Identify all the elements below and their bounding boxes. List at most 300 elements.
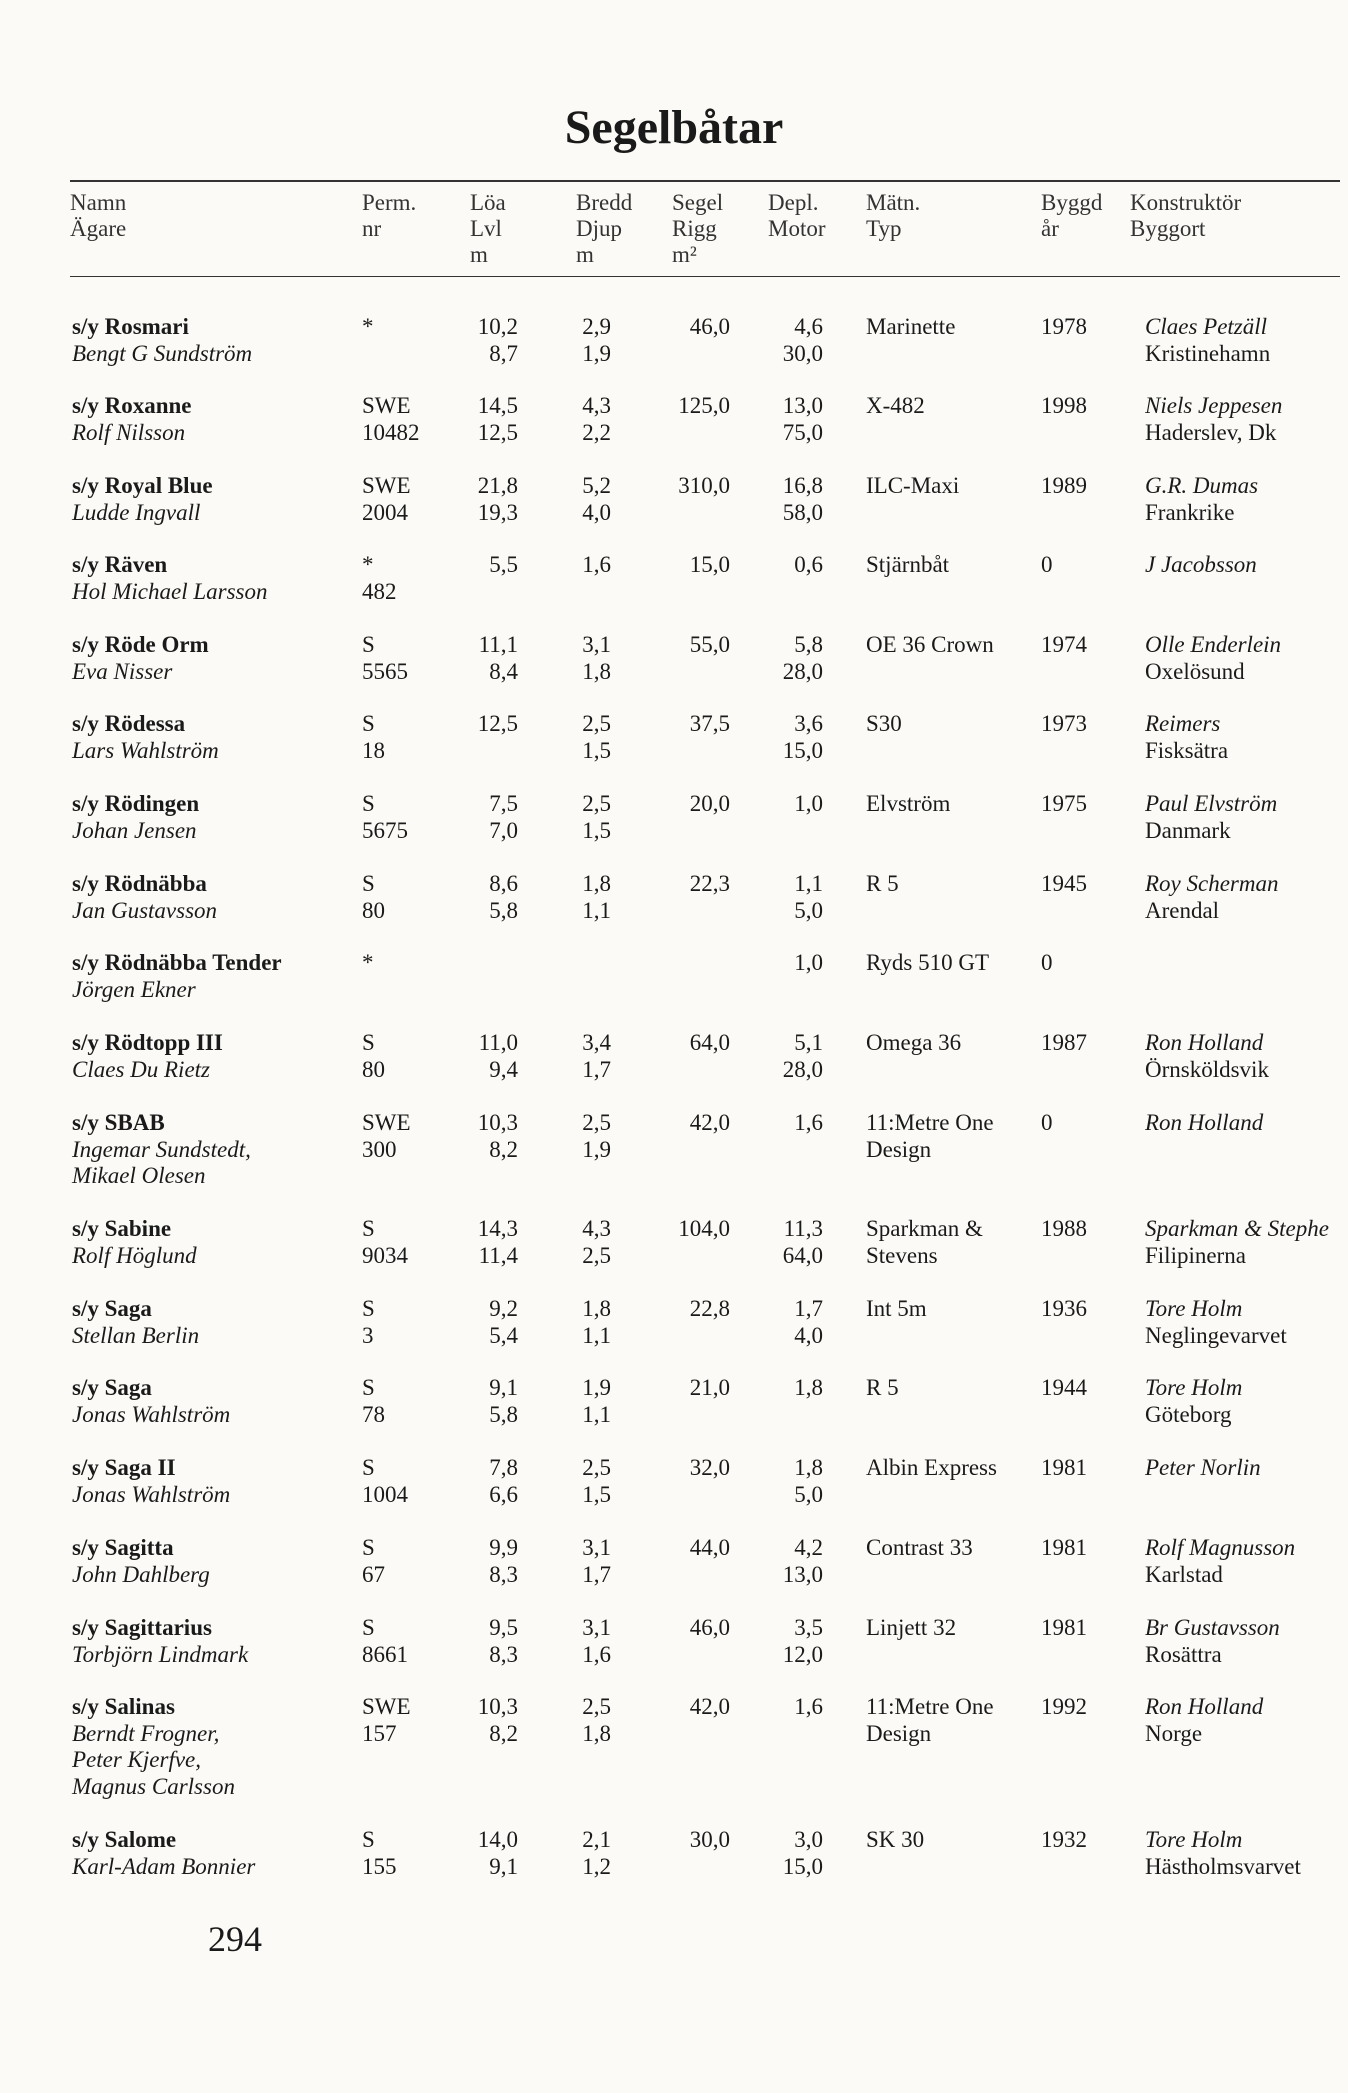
depl bbox=[740, 1216, 823, 1269]
designer-column bbox=[1145, 1694, 1348, 1747]
segel bbox=[640, 1030, 730, 1057]
boat-name-column bbox=[72, 1375, 230, 1428]
boat-name-column bbox=[72, 632, 209, 685]
perm-code: S bbox=[362, 1216, 375, 1241]
boat-name: s/y Sagitta bbox=[72, 1535, 174, 1560]
perm-code: * bbox=[362, 314, 374, 339]
designer-name: Ron Holland bbox=[1145, 1030, 1264, 1055]
segel bbox=[640, 1110, 730, 1137]
perm-number: 9034 bbox=[362, 1242, 408, 1268]
depl-value: 1,6 bbox=[794, 1110, 823, 1135]
year-column bbox=[1041, 791, 1087, 818]
typ-column bbox=[866, 1030, 961, 1057]
header-konstruktor: Konstruktör Byggort bbox=[1130, 190, 1242, 241]
bredd-value: 2,9 bbox=[582, 314, 611, 339]
perm-column bbox=[362, 871, 385, 924]
bredd-value: 3,1 bbox=[582, 1615, 611, 1640]
build-year: 1975 bbox=[1041, 791, 1087, 816]
designer-name: J Jacobsson bbox=[1145, 552, 1257, 577]
loa-value: 8,2 bbox=[489, 1720, 518, 1746]
depl-value: 15,0 bbox=[782, 737, 823, 763]
build-year: 1981 bbox=[1041, 1615, 1087, 1640]
depl-value: 5,0 bbox=[794, 1481, 823, 1507]
year-column bbox=[1041, 871, 1087, 898]
boat-type: ILC-Maxi bbox=[866, 473, 960, 498]
loa bbox=[440, 711, 518, 738]
boat-owner: Jonas Wahlström bbox=[72, 1481, 231, 1507]
perm-number: 80 bbox=[362, 1056, 385, 1082]
loa-value: 5,8 bbox=[489, 1401, 518, 1427]
build-place: Frankrike bbox=[1145, 499, 1235, 525]
boat-name-column bbox=[72, 1216, 197, 1269]
boat-name: s/y SBAB bbox=[72, 1110, 165, 1135]
loa bbox=[440, 1535, 518, 1588]
perm-column bbox=[362, 1535, 385, 1588]
bredd-value: 1,8 bbox=[582, 871, 611, 896]
perm-column bbox=[362, 552, 397, 605]
bredd-value: 1,8 bbox=[582, 658, 611, 684]
build-year: 1944 bbox=[1041, 1375, 1087, 1400]
perm-code: SWE bbox=[362, 1110, 411, 1135]
typ-column bbox=[866, 1110, 994, 1163]
perm-code: * bbox=[362, 552, 374, 577]
loa-value: 8,3 bbox=[489, 1641, 518, 1667]
segel bbox=[640, 1375, 730, 1402]
bredd-value: 1,8 bbox=[582, 1720, 611, 1746]
depl-value: 75,0 bbox=[782, 419, 823, 445]
boat-name: s/y Rödessa bbox=[72, 711, 186, 736]
depl-value: 1,6 bbox=[794, 1694, 823, 1719]
depl bbox=[740, 1375, 823, 1402]
boat-name: s/y Röde Orm bbox=[72, 632, 209, 657]
typ-column bbox=[866, 950, 989, 977]
bredd bbox=[540, 1110, 611, 1163]
depl-value: 1,0 bbox=[794, 791, 823, 816]
header-perm: Perm. nr bbox=[362, 190, 417, 241]
loa bbox=[440, 1030, 518, 1083]
depl-value: 3,5 bbox=[794, 1615, 823, 1640]
depl-value: 3,6 bbox=[794, 711, 823, 736]
perm-column bbox=[362, 1296, 375, 1349]
boat-owner: Torbjörn Lindmark bbox=[72, 1641, 249, 1667]
loa bbox=[440, 314, 518, 367]
designer-name: Ron Holland bbox=[1145, 1694, 1264, 1719]
page-number: 294 bbox=[208, 1919, 262, 1959]
boat-type: R 5 bbox=[866, 871, 899, 896]
bredd-value: 1,1 bbox=[582, 897, 611, 923]
designer-name: Paul Elvström bbox=[1145, 791, 1278, 816]
depl-value: 16,8 bbox=[782, 473, 823, 498]
perm-column bbox=[362, 393, 420, 446]
loa bbox=[440, 1216, 518, 1269]
boat-type: Marinette bbox=[866, 314, 956, 339]
loa bbox=[440, 1375, 518, 1428]
loa-value: 11,4 bbox=[478, 1242, 518, 1268]
build-year: 1989 bbox=[1041, 473, 1087, 498]
boat-name-column bbox=[72, 950, 282, 1003]
bredd-value: 4,0 bbox=[582, 499, 611, 525]
depl bbox=[740, 871, 823, 924]
build-place: Göteborg bbox=[1145, 1401, 1232, 1427]
header-depl: Depl. Motor bbox=[768, 190, 826, 241]
perm-column bbox=[362, 314, 374, 341]
boat-owner: Rolf Höglund bbox=[72, 1242, 197, 1268]
bredd-value: 1,7 bbox=[582, 1561, 611, 1587]
bredd-value: 1,9 bbox=[582, 340, 611, 366]
segel-value: 20,0 bbox=[689, 791, 730, 816]
depl-value: 5,1 bbox=[794, 1030, 823, 1055]
build-place: Neglingevarvet bbox=[1145, 1322, 1287, 1348]
build-year: 1932 bbox=[1041, 1827, 1087, 1852]
depl-value: 4,2 bbox=[794, 1535, 823, 1560]
depl bbox=[740, 711, 823, 764]
bredd bbox=[540, 632, 611, 685]
designer-column bbox=[1145, 1455, 1348, 1482]
boat-owner: Magnus Carlsson bbox=[72, 1773, 235, 1799]
boat-type: Design bbox=[866, 1136, 932, 1162]
segel bbox=[640, 393, 730, 420]
loa-value: 10,3 bbox=[477, 1694, 518, 1719]
designer-name: Ron Holland bbox=[1145, 1110, 1264, 1135]
depl bbox=[740, 791, 823, 818]
depl-value: 4,0 bbox=[794, 1322, 823, 1348]
build-place: Haderslev, Dk bbox=[1145, 419, 1277, 445]
boat-type: Stjärnbåt bbox=[866, 552, 950, 577]
year-column bbox=[1041, 1030, 1087, 1057]
year-column bbox=[1041, 711, 1087, 738]
header-byggd: Byggd år bbox=[1041, 190, 1103, 241]
perm-column bbox=[362, 632, 408, 685]
boat-owner: Johan Jensen bbox=[72, 817, 197, 843]
boat-type: Elvström bbox=[866, 791, 951, 816]
depl-value: 28,0 bbox=[782, 1056, 823, 1082]
boat-type: X-482 bbox=[866, 393, 925, 418]
perm-number: 5565 bbox=[362, 658, 408, 684]
boat-owner: Berndt Frogner, bbox=[72, 1720, 220, 1746]
loa-value: 9,1 bbox=[489, 1853, 518, 1879]
boat-type: Albin Express bbox=[866, 1455, 997, 1480]
segel-value: 37,5 bbox=[689, 711, 730, 736]
boat-name: s/y Salinas bbox=[72, 1694, 175, 1719]
perm-number: 8661 bbox=[362, 1641, 408, 1667]
depl bbox=[740, 1827, 823, 1880]
depl-value: 13,0 bbox=[782, 393, 823, 418]
designer-column bbox=[1145, 1615, 1348, 1668]
boat-type: Ryds 510 GT bbox=[866, 950, 990, 975]
typ-column bbox=[866, 314, 955, 341]
designer-column bbox=[1145, 791, 1348, 844]
depl-value: 12,0 bbox=[782, 1641, 823, 1667]
boat-type: OE 36 Crown bbox=[866, 632, 994, 657]
designer-name: Olle Enderlein bbox=[1145, 632, 1282, 657]
bredd-value: 5,2 bbox=[582, 473, 611, 498]
page-title: Segelbåtar bbox=[564, 101, 784, 154]
segel-value: 64,0 bbox=[689, 1030, 730, 1055]
designer-column bbox=[1145, 632, 1348, 685]
build-place: Hästholmsvarvet bbox=[1145, 1853, 1301, 1879]
perm-number: 18 bbox=[362, 737, 385, 763]
boat-name: s/y Saga bbox=[72, 1296, 152, 1321]
typ-column bbox=[866, 1375, 899, 1402]
bredd bbox=[540, 473, 611, 526]
perm-column bbox=[362, 1030, 385, 1083]
year-column bbox=[1041, 393, 1087, 420]
year-column bbox=[1041, 1110, 1053, 1137]
loa-value: 12,5 bbox=[477, 419, 518, 445]
perm-code: S bbox=[362, 1827, 375, 1852]
header-matn: Mätn. Typ bbox=[866, 190, 921, 241]
depl bbox=[740, 1455, 823, 1508]
perm-number: 78 bbox=[362, 1401, 385, 1427]
header-namn: Namn Ägare bbox=[70, 190, 127, 241]
perm-column bbox=[362, 1615, 408, 1668]
boat-type: 11:Metre One bbox=[866, 1694, 994, 1719]
depl bbox=[740, 314, 823, 367]
boat-name: s/y Rödtopp III bbox=[72, 1030, 223, 1055]
bredd-value: 1,6 bbox=[582, 1641, 611, 1667]
loa bbox=[440, 1296, 518, 1349]
depl-value: 11,3 bbox=[783, 1216, 823, 1241]
boat-name: s/y Salome bbox=[72, 1827, 177, 1852]
header-bredd: Bredd Djup m bbox=[576, 190, 633, 267]
designer-column bbox=[1145, 1216, 1348, 1269]
boat-name-column bbox=[72, 1030, 223, 1083]
bredd bbox=[540, 1535, 611, 1588]
typ-column bbox=[866, 393, 925, 420]
boat-name-column bbox=[72, 1694, 235, 1800]
boat-owner: Ingemar Sundstedt, bbox=[72, 1136, 251, 1162]
perm-column bbox=[362, 1110, 411, 1163]
designer-column bbox=[1145, 711, 1348, 764]
bredd-value: 2,5 bbox=[582, 1694, 611, 1719]
depl-value: 28,0 bbox=[782, 658, 823, 684]
header-segel: Segel Rigg m² bbox=[672, 190, 724, 267]
loa-value: 5,4 bbox=[489, 1322, 518, 1348]
loa-value: 14,3 bbox=[477, 1216, 518, 1241]
perm-code: S bbox=[362, 1535, 375, 1560]
boat-name-column bbox=[72, 1110, 251, 1190]
bredd-value: 1,5 bbox=[582, 737, 611, 763]
segel bbox=[640, 1694, 730, 1721]
loa-value: 8,3 bbox=[489, 1561, 518, 1587]
bredd-value: 1,2 bbox=[582, 1853, 611, 1879]
perm-code: S bbox=[362, 711, 375, 736]
boat-name-column bbox=[72, 473, 213, 526]
boat-name-column bbox=[72, 314, 252, 367]
boat-name: s/y Rödnäbba bbox=[72, 871, 207, 896]
depl bbox=[740, 950, 823, 977]
segel-value: 30,0 bbox=[689, 1827, 730, 1852]
build-year: 1987 bbox=[1041, 1030, 1087, 1055]
depl bbox=[740, 393, 823, 446]
boat-name-column bbox=[72, 1296, 199, 1349]
loa-value: 11,0 bbox=[478, 1030, 518, 1055]
loa-value: 14,0 bbox=[477, 1827, 518, 1852]
designer-column bbox=[1145, 1535, 1348, 1588]
segel-value: 55,0 bbox=[689, 632, 730, 657]
boat-owner: Stellan Berlin bbox=[72, 1322, 200, 1348]
typ-column bbox=[866, 1615, 956, 1642]
bredd bbox=[540, 314, 611, 367]
build-year: 1981 bbox=[1041, 1535, 1087, 1560]
segel-value: 42,0 bbox=[689, 1694, 730, 1719]
loa-value: 10,2 bbox=[477, 314, 518, 339]
loa bbox=[440, 1827, 518, 1880]
build-year: 1988 bbox=[1041, 1216, 1087, 1241]
boat-type: Contrast 33 bbox=[866, 1535, 973, 1560]
bredd-value: 4,3 bbox=[582, 1216, 611, 1241]
loa-value: 8,7 bbox=[489, 340, 518, 366]
build-year: 0 bbox=[1041, 950, 1053, 975]
bredd-value: 2,5 bbox=[582, 1110, 611, 1135]
designer-column bbox=[1145, 1827, 1348, 1880]
build-year: 0 bbox=[1041, 552, 1053, 577]
perm-code: SWE bbox=[362, 1694, 411, 1719]
year-column bbox=[1041, 1375, 1087, 1402]
segel bbox=[640, 1827, 730, 1854]
boat-owner: Karl-Adam Bonnier bbox=[72, 1853, 256, 1879]
bredd-value: 2,5 bbox=[582, 1455, 611, 1480]
boat-owner: John Dahlberg bbox=[72, 1561, 210, 1587]
loa-value: 9,4 bbox=[489, 1056, 518, 1082]
perm-column bbox=[362, 1694, 411, 1747]
designer-name: Roy Scherman bbox=[1145, 871, 1279, 896]
perm-number: 2004 bbox=[362, 499, 408, 525]
boat-type: SK 30 bbox=[866, 1827, 925, 1852]
segel-value: 44,0 bbox=[689, 1535, 730, 1560]
typ-column bbox=[866, 871, 899, 898]
boat-owner: Jonas Wahlström bbox=[72, 1401, 231, 1427]
typ-column bbox=[866, 1827, 924, 1854]
year-column bbox=[1041, 632, 1087, 659]
build-year: 1992 bbox=[1041, 1694, 1087, 1719]
segel bbox=[640, 711, 730, 738]
segel-value: 46,0 bbox=[689, 314, 730, 339]
build-place: Arendal bbox=[1145, 897, 1220, 923]
boat-name: s/y Sagittarius bbox=[72, 1615, 212, 1640]
loa-value: 5,5 bbox=[489, 552, 518, 577]
loa-value: 6,6 bbox=[489, 1481, 518, 1507]
typ-column bbox=[866, 1455, 997, 1482]
boat-name-column bbox=[72, 393, 192, 446]
boat-name-column bbox=[72, 871, 217, 924]
depl bbox=[740, 1030, 823, 1083]
year-column bbox=[1041, 314, 1087, 341]
designer-name: Peter Norlin bbox=[1145, 1455, 1261, 1480]
boat-type: 11:Metre One bbox=[866, 1110, 994, 1135]
depl-value: 4,6 bbox=[794, 314, 823, 339]
designer-name: Tore Holm bbox=[1145, 1375, 1243, 1400]
depl-value: 1,8 bbox=[794, 1375, 823, 1400]
loa bbox=[440, 552, 518, 579]
segel bbox=[640, 1535, 730, 1562]
perm-column bbox=[362, 1216, 408, 1269]
bredd bbox=[540, 1615, 611, 1668]
bredd-value: 2,5 bbox=[582, 1242, 611, 1268]
depl-value: 58,0 bbox=[782, 499, 823, 525]
segel-value: 21,0 bbox=[689, 1375, 730, 1400]
boat-type: Omega 36 bbox=[866, 1030, 962, 1055]
boat-name: s/y Rödnäbba Tender bbox=[72, 950, 282, 975]
boat-name: s/y Saga II bbox=[72, 1455, 176, 1480]
build-place: Örnsköldsvik bbox=[1145, 1056, 1269, 1082]
depl-value: 5,0 bbox=[794, 897, 823, 923]
segel-value: 46,0 bbox=[689, 1615, 730, 1640]
boat-name: s/y Räven bbox=[72, 552, 168, 577]
depl bbox=[740, 1615, 823, 1668]
designer-column bbox=[1145, 393, 1348, 446]
bredd bbox=[540, 1375, 611, 1428]
depl bbox=[740, 1296, 823, 1349]
build-place: Karlstad bbox=[1145, 1561, 1223, 1587]
boat-name-column bbox=[72, 1455, 230, 1508]
designer-column bbox=[1145, 871, 1348, 924]
build-place: Filipinerna bbox=[1145, 1242, 1246, 1268]
segel-value: 22,8 bbox=[689, 1296, 730, 1321]
loa-value: 7,5 bbox=[489, 791, 518, 816]
perm-number: 3 bbox=[362, 1322, 374, 1348]
boat-name-column bbox=[72, 1615, 248, 1668]
boat-owner: Bengt G Sundström bbox=[72, 340, 253, 366]
loa-value: 8,4 bbox=[489, 658, 518, 684]
typ-column bbox=[866, 1216, 983, 1269]
boat-type: Stevens bbox=[866, 1242, 938, 1268]
bredd-value: 1,7 bbox=[582, 1056, 611, 1082]
boat-name-column bbox=[72, 1827, 255, 1880]
designer-name: Sparkman & Stephe bbox=[1145, 1216, 1329, 1241]
year-column bbox=[1041, 1216, 1087, 1243]
year-column bbox=[1041, 1615, 1087, 1642]
boat-name: s/y Roxanne bbox=[72, 393, 192, 418]
depl-value: 0,6 bbox=[794, 552, 823, 577]
perm-code: SWE bbox=[362, 393, 411, 418]
loa-value: 9,9 bbox=[489, 1535, 518, 1560]
designer-column bbox=[1145, 1110, 1348, 1137]
perm-number: 67 bbox=[362, 1561, 385, 1587]
loa bbox=[440, 393, 518, 446]
loa-value: 8,2 bbox=[489, 1136, 518, 1162]
build-place: Kristinehamn bbox=[1145, 340, 1271, 366]
designer-name: Niels Jeppesen bbox=[1145, 393, 1283, 418]
boat-owner: Ludde Ingvall bbox=[72, 499, 201, 525]
loa bbox=[440, 473, 518, 526]
perm-number: 10482 bbox=[362, 419, 420, 445]
boat-type: Linjett 32 bbox=[866, 1615, 957, 1640]
designer-name: Br Gustavsson bbox=[1145, 1615, 1280, 1640]
boat-type: Design bbox=[866, 1720, 932, 1746]
segel bbox=[640, 1216, 730, 1243]
loa-value: 9,2 bbox=[489, 1296, 518, 1321]
boat-name: s/y Rosmari bbox=[72, 314, 189, 339]
depl-value: 1,7 bbox=[794, 1296, 823, 1321]
boat-type: Int 5m bbox=[866, 1296, 927, 1321]
bredd-value: 2,5 bbox=[582, 711, 611, 736]
bredd-value: 3,1 bbox=[582, 1535, 611, 1560]
bredd-value: 3,4 bbox=[582, 1030, 611, 1055]
year-column bbox=[1041, 950, 1053, 977]
segel-value: 42,0 bbox=[689, 1110, 730, 1135]
depl bbox=[740, 1694, 823, 1721]
depl bbox=[740, 632, 823, 685]
year-column bbox=[1041, 473, 1087, 500]
segel bbox=[640, 871, 730, 898]
segel-value: 32,0 bbox=[689, 1455, 730, 1480]
segel bbox=[640, 1615, 730, 1642]
boat-owner: Jörgen Ekner bbox=[72, 976, 196, 1002]
perm-column bbox=[362, 711, 385, 764]
bredd bbox=[540, 871, 611, 924]
header-bottom-rule bbox=[70, 276, 1340, 277]
